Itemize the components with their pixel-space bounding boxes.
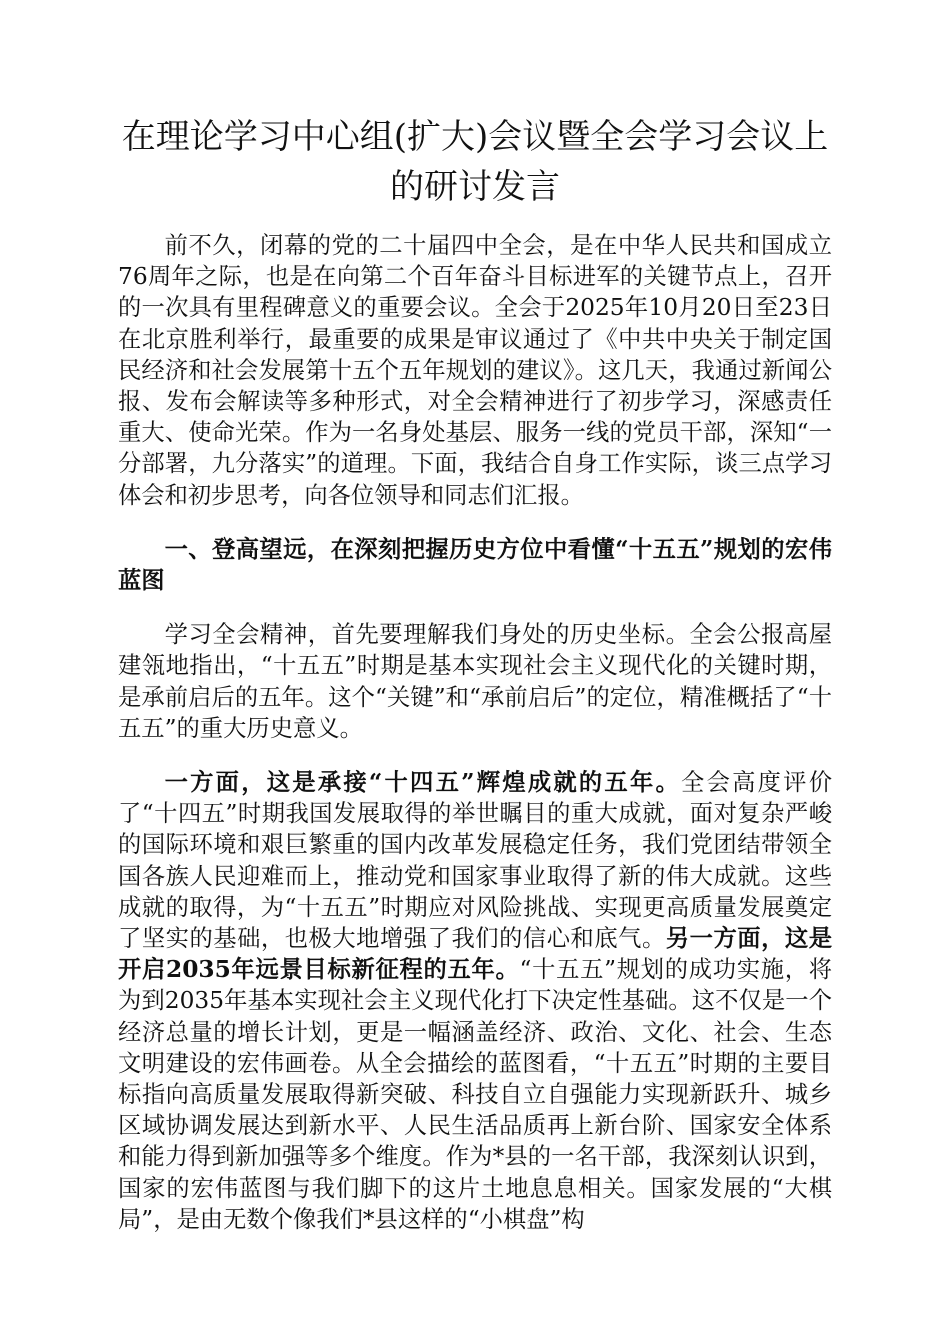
paragraph-spacer: [118, 744, 832, 767]
paragraph-spacer: [118, 596, 832, 619]
intro-paragraph: 前不久，闭幕的党的二十届四中全会，是在中华人民共和国成立76周年之际，也是在向第二个百年奋斗目标进军的关键节点上，召开的一次具有里程碑意义的重要会议。全会于2025年10月20日至23日在北京胜利举行，最重要的成果是审议通过了《中共中央关于制定国民经济和社会发展第十五个五年规划的建议》。这几天，我通过新闻公报、发布会解读等多种形式，对全会精神进行了初步学习，深感责任重大、使命光荣。作为一名身处基层、服务一线的党员干部，深知“一分部署，九分落实”的道理。下面，我结合自身工作实际，谈三点学习体会和初步思考，向各位领导和同志们汇报。: [118, 232, 832, 509]
document-page: [118, 112, 832, 1235]
emphasis-second-aspect: 另一方面，这是开启2035年远景目标新征程的五年。: [118, 925, 833, 984]
paragraph-spacer: [118, 511, 832, 534]
section-1-heading: 一、登高望远，在深刻把握历史方位中看懂“十五五”规划的宏伟蓝图: [118, 535, 832, 595]
section-1-paragraph-1: 学习全会精神，首先要理解我们身处的历史坐标。全会公报高屋建瓴地指出，“十五五”时期是基本实现社会主义现代化的关键时期，是承前启后的五年。这个“关键”和“承前启后”的定位，精准概括了“十五五”的重大历史意义。: [118, 621, 832, 742]
emphasis-first-aspect: 一方面，这是承接“十四五”辉煌成就的五年。: [164, 769, 682, 797]
second-aspect-text: “十五五”规划的成功实施，将为到2035年基本实现社会主义现代化打下决定性基础。这不仅是一个经济总量的增长计划，更是一幅涵盖经济、政治、文化、社会、生态文明建设的宏伟画卷。从全会描绘的蓝图看，“十五五”时期的主要目标指向高质量发展取得新突破、科技自立自强能力实现新跃升、城乡区域协调发展达到新水平、人民生活品质再上新台阶、国家安全体系和能力得到新加强等多个维度。作为*县的一名干部，我深刻认识到，国家的宏伟蓝图与我们脚下的这片土地息息相关。国家发展的“大棋局”，是由无数个像我们*县这样的“小棋盘”构: [118, 956, 833, 1233]
section-1-paragraph-2: [118, 767, 832, 1235]
first-aspect-text: 全会高度评价了“十四五”时期我国发展取得的举世瞩目的重大成就，面对复杂严峻的国际环境和艰巨繁重的国内改革发展稳定任务，我们党团结带领全国各族人民迎难而上，推动党和国家事业取得了新的伟大成就。这些成就的取得，为“十五五”时期应对风险挑战、实现更高质量发展奠定了坚实的基础，也极大地增强了我们的信心和底气。: [118, 769, 832, 953]
document-title: 在理论学习中心组(扩大)会议暨全会学习会议上的研讨发言: [121, 117, 829, 207]
